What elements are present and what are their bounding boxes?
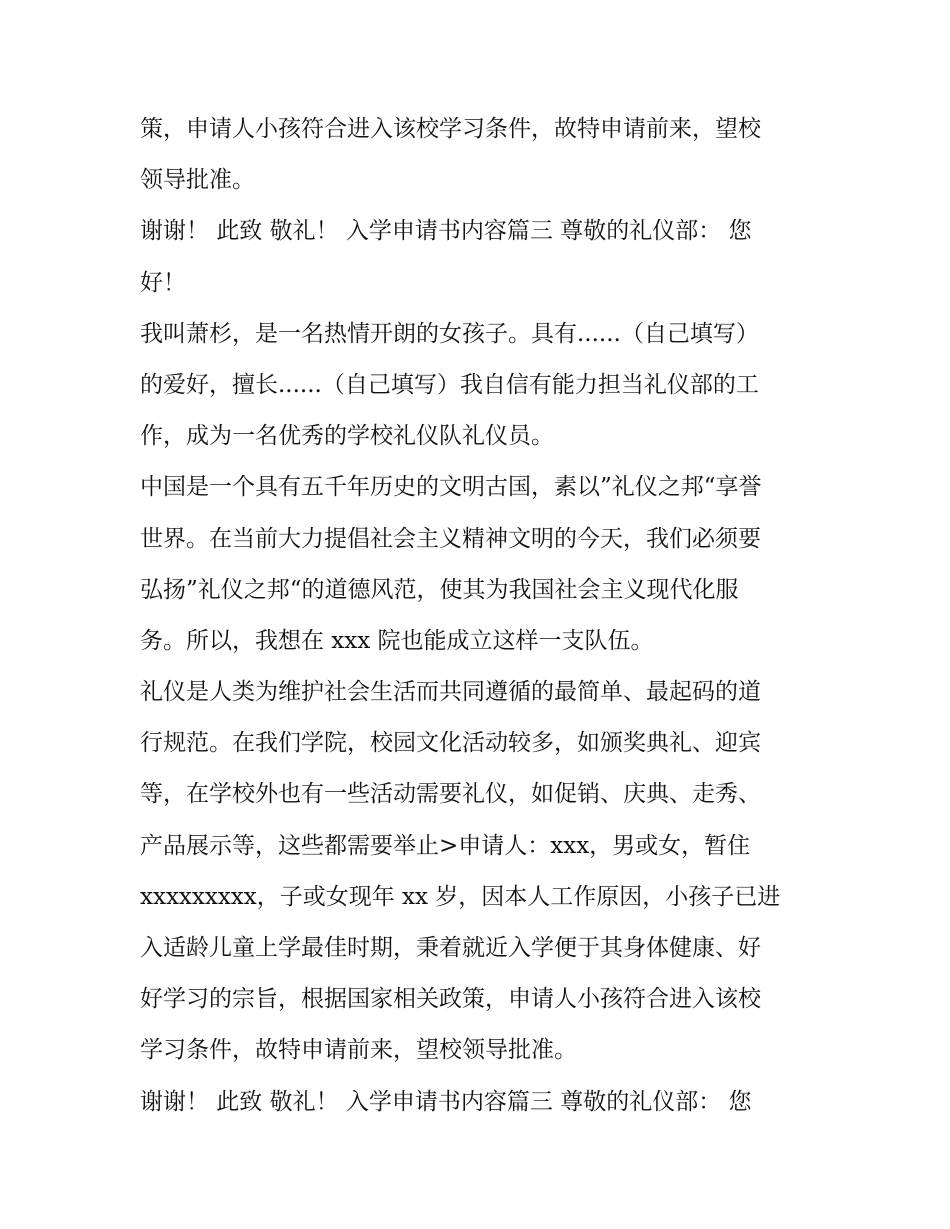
- text-line: 学习条件，故特申请前来，望校领导批准。: [140, 1037, 577, 1064]
- paragraph-4: [140, 462, 820, 667]
- text-line: 谢谢！ 此致 敬礼！ 入学申请书内容篇三 尊敬的礼仪部： 您: [140, 218, 752, 245]
- text-line: 弘扬”礼仪之邦“的道德风范，使其为我国社会主义现代化服: [140, 576, 739, 603]
- paragraph-6: [140, 1077, 820, 1128]
- text-line: 好！: [140, 269, 186, 296]
- text-line: 入适龄儿童上学最佳时期，秉着就近入学便于其身体健康、好: [140, 935, 761, 961]
- text-line: 行规范。在我们学院，校园文化活动较多，如颁奖典礼、迎宾: [140, 730, 761, 757]
- text-line: xxxxxxxxx，子或女现年 xx 岁，因本人工作原因，小孩子已进: [140, 883, 781, 910]
- paragraph-3: [140, 309, 820, 463]
- text-line: 作，成为一名优秀的学校礼仪队礼仪员。: [140, 423, 554, 450]
- text-line: 领导批准。: [140, 167, 255, 194]
- text-line: 我叫萧杉，是一名热情开朗的女孩子。具有......（自己填写）: [140, 320, 759, 347]
- text-line: 产品展示等，这些都需要举止>申请人：xxx，男或女，暂住: [140, 832, 751, 859]
- text-line: 世界。在当前大力提倡社会主义精神文明的今天，我们必须要: [140, 525, 761, 552]
- text-line: 中国是一个具有五千年历史的文明古国，素以”礼仪之邦“享誉: [140, 474, 762, 501]
- paragraph-5: [140, 667, 820, 1077]
- document-page: [140, 104, 820, 1128]
- text-line: 策，申请人小孩符合进入该校学习条件，故特申请前来，望校: [140, 116, 761, 142]
- paragraph-1: [140, 104, 820, 206]
- text-line: 好学习的宗旨，根据国家相关政策，申请人小孩符合进入该校: [140, 986, 761, 1013]
- text-line: 等，在学校外也有一些活动需要礼仪，如促销、庆典、走秀、: [140, 781, 761, 808]
- text-line: 礼仪是人类为维护社会生活而共同遵循的最简单、最起码的道: [140, 679, 761, 706]
- paragraph-2: [140, 206, 820, 308]
- text-line: 谢谢！ 此致 敬礼！ 入学申请书内容篇三 尊敬的礼仪部： 您: [140, 1088, 752, 1115]
- text-line: 务。所以，我想在 xxx 院也能成立这样一支队伍。: [140, 627, 654, 654]
- text-line: 的爱好，擅长......（自己填写）我自信有能力担当礼仪部的工: [140, 371, 759, 398]
